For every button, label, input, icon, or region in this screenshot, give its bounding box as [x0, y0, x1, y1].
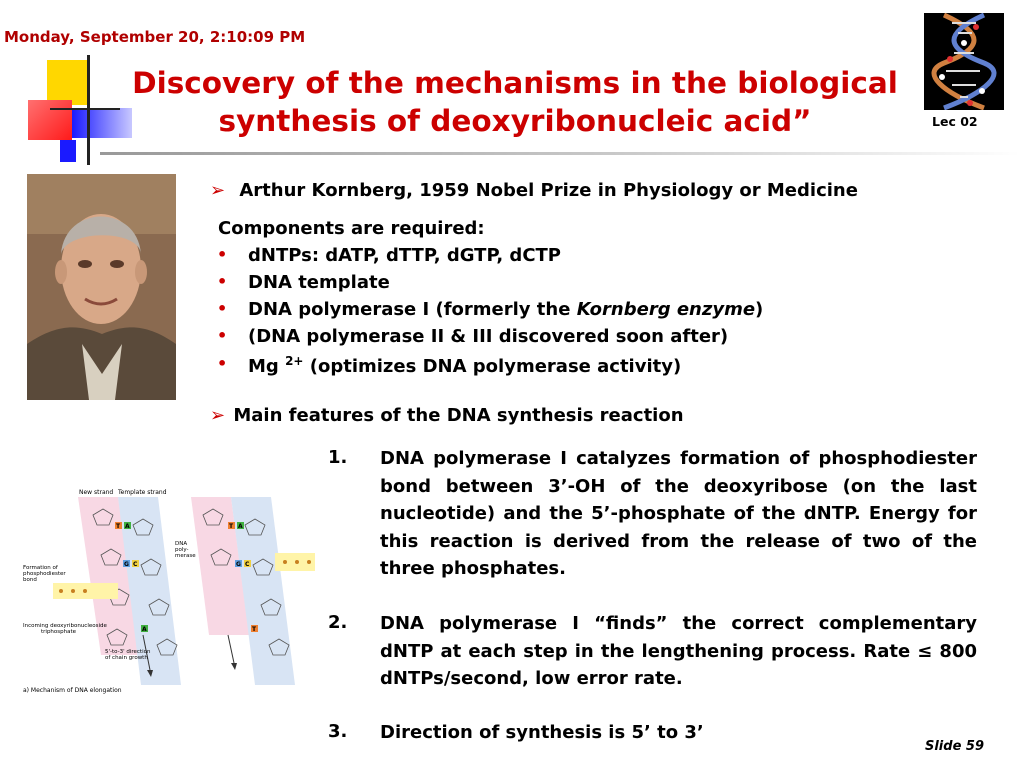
list-item: (DNA polymerase II & III discovered soon after)	[248, 326, 729, 347]
charge-superscript: 2+	[285, 354, 304, 368]
bullet-dot-icon: •	[217, 272, 228, 291]
svg-text:A: A	[142, 626, 147, 633]
section2-heading-text: Main features of the DNA synthesis reaction	[233, 405, 684, 426]
diagram-label-incoming: Incoming deoxyribonucleoside triphosphate	[23, 623, 107, 635]
svg-text:T: T	[252, 626, 257, 633]
dna-helix-image	[924, 13, 1004, 110]
diagram-label-bond: Formation of phosphodiester bond	[23, 565, 66, 583]
bullet-dot-icon: •	[217, 299, 228, 318]
lecture-label: Lec 02	[932, 114, 978, 129]
components-intro: Components are required:	[218, 218, 485, 239]
svg-text:A: A	[238, 523, 243, 530]
section1-heading-text: Arthur Kornberg, 1959 Nobel Prize in Physiology or Medicine	[239, 180, 858, 201]
point-text: DNA polymerase I catalyzes formation of phosphodiester bond between 3’-OH of the deoxyribose (on the last nucleotide) and the 5’-phosphate of the dNTP. Energy for this reaction is derived from the release of two of the three phosphates.	[380, 448, 977, 579]
list-item: Mg $^{2+}$ (optimizes DNA polymerase activity)	[248, 354, 682, 377]
svg-text:C: C	[245, 561, 250, 568]
bullet-dot-icon: •	[217, 354, 228, 373]
diagram-label-template-strand: Template strand	[118, 489, 167, 496]
svg-text:T: T	[116, 523, 121, 530]
bullet-dot-icon: •	[217, 245, 228, 264]
diagram-label-new-strand: New strand	[79, 489, 114, 496]
point-number: 1.	[328, 447, 348, 468]
slide-number: Slide 59	[924, 739, 984, 754]
svg-text:G: G	[236, 561, 241, 568]
arrow-bullet-icon: ➢	[210, 180, 226, 201]
kornberg-enzyme-term: Kornberg enzyme	[576, 299, 756, 320]
section1-heading	[210, 180, 858, 201]
title-divider	[100, 152, 1020, 155]
bullet-dot-icon: •	[217, 326, 228, 345]
list-item: dNTPs: dATP, dTTP, dGTP, dCTP	[248, 245, 561, 266]
arrow-bullet-icon: ➢	[210, 405, 226, 426]
diagram-label-enzyme: DNA poly-merase	[175, 541, 196, 559]
point-number: 2.	[328, 612, 348, 633]
slide-datetime: Monday, September 20, 2:10:09 PM	[4, 28, 306, 46]
list-item: DNA polymerase I (formerly the Kornberg enzyme)	[248, 299, 764, 320]
svg-text:C: C	[133, 561, 138, 568]
diagram-caption: a) Mechanism of DNA elongation	[23, 687, 122, 694]
point-number: 3.	[328, 721, 348, 742]
portrait-photo	[27, 174, 176, 400]
svg-text:G: G	[124, 561, 129, 568]
diagram-label-direction: 5'-to-3' direction of chain growth	[105, 649, 151, 661]
svg-text:T: T	[229, 523, 234, 530]
point-text: Direction of synthesis is 5’ to 3’	[380, 722, 704, 743]
point-text: DNA polymerase I “finds” the correct complementary dNTP at each step in the lengthening process. Rate ≤ 800 dNTPs/second, low error rate.	[380, 613, 977, 689]
section2-heading	[210, 405, 684, 426]
svg-text:A: A	[125, 523, 130, 530]
dna-elongation-diagram	[23, 485, 318, 697]
slide-title: Discovery of the mechanisms in the biological synthesis of deoxyribonucleic acid”	[132, 66, 898, 138]
list-item: DNA template	[248, 272, 390, 293]
